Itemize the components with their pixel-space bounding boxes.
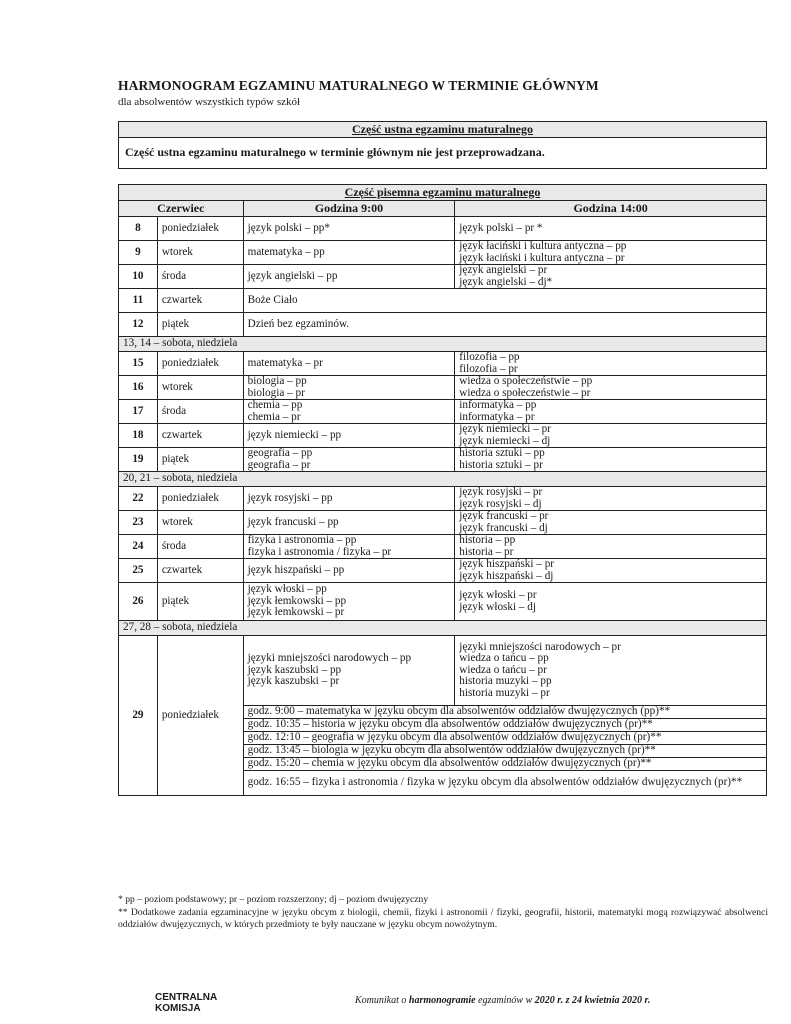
- weekend-row: 27, 28 – sobota, niedziela: [119, 621, 767, 636]
- exam-entry: chemia – pp: [247, 399, 303, 411]
- exam-entry: język rosyjski – pr: [459, 486, 543, 498]
- exam-entry: język polski – pr *: [459, 221, 543, 234]
- exam-entry: fizyka i astronomia – pp: [247, 534, 357, 546]
- morning-exams: [243, 241, 455, 265]
- weekday: piątek: [157, 583, 243, 621]
- communique-prefix: Komunikat o: [355, 995, 409, 1006]
- morning-exams: [243, 511, 455, 535]
- date-number: 16: [119, 376, 158, 400]
- exam-entry: język kaszubski – pr: [247, 675, 340, 688]
- afternoon-exams: [455, 559, 767, 583]
- exam-entry: język łaciński i kultura antyczna – pr: [459, 251, 625, 264]
- weekday: poniedziałek: [157, 487, 243, 511]
- header-9am: Godzina 9:00: [243, 201, 455, 217]
- exam-entry: język niemiecki – pr: [459, 423, 551, 435]
- date-number: 29: [119, 636, 158, 796]
- bilingual-session: godz. 13:45 – biologia w języku obcym dla absolwentów oddziałów dwujęzycznych (pr)**: [243, 745, 766, 758]
- weekday: poniedziałek: [157, 352, 243, 376]
- exam-entry: język hiszpański – dj: [459, 569, 554, 582]
- exam-entry: matematyka – pr: [247, 356, 323, 369]
- weekday: środa: [157, 400, 243, 424]
- exam-entry: język włoski – pr: [459, 589, 537, 601]
- afternoon-exams: [455, 448, 767, 472]
- exam-entry: fizyka i astronomia / fizyka – pr: [247, 545, 392, 558]
- afternoon-exams: [455, 265, 767, 289]
- exam-entry: geografia – pr: [247, 458, 311, 471]
- afternoon-exams: [455, 424, 767, 448]
- weekend-row: 20, 21 – sobota, niedziela: [119, 472, 767, 487]
- weekend-row: 13, 14 – sobota, niedziela: [119, 337, 767, 352]
- morning-exams: [243, 487, 455, 511]
- exam-entry: wiedza o tańcu – pp: [459, 652, 549, 665]
- date-number: 23: [119, 511, 158, 535]
- weekday: wtorek: [157, 241, 243, 265]
- weekday: wtorek: [157, 511, 243, 535]
- exam-entry: język włoski – dj: [459, 600, 537, 613]
- exam-entry: historia sztuki – pr: [459, 458, 543, 471]
- afternoon-exams: [455, 636, 767, 706]
- exam-entry: języki mniejszości narodowych – pp: [247, 652, 412, 665]
- exam-entry: język hiszpański – pp: [247, 563, 345, 576]
- communique-bold: harmonogramie: [408, 995, 476, 1006]
- exam-entry: filozofia – pp: [459, 351, 520, 363]
- written-exam-heading: Część pisemna egzaminu maturalnego: [119, 185, 767, 201]
- morning-exams: [243, 535, 455, 559]
- exam-entry: historia – pp: [459, 534, 516, 546]
- date-number: 11: [119, 289, 158, 313]
- exam-entry: wiedza o społeczeństwie – pp: [459, 375, 593, 387]
- exam-entry: wiedza o społeczeństwie – pr: [459, 386, 591, 399]
- morning-exams: [243, 448, 455, 472]
- date-number: 24: [119, 535, 158, 559]
- exam-entry: język angielski – pr: [459, 264, 548, 276]
- org-line-2: KOMISJA: [155, 1003, 201, 1014]
- page-subtitle: dla absolwentów wszystkich typów szkół: [118, 96, 301, 108]
- exam-entry: język angielski – pp: [247, 269, 338, 282]
- cke-logo-text: [155, 992, 217, 1014]
- weekday: poniedziałek: [157, 636, 243, 796]
- date-number: 15: [119, 352, 158, 376]
- afternoon-exams: [455, 376, 767, 400]
- exam-entry: język hiszpański – pr: [459, 558, 555, 570]
- weekday: środa: [157, 535, 243, 559]
- bilingual-session: godz. 16:55 – fizyka i astronomia / fizyka w języku obcym dla absolwentów oddziałów dwujęzycznych (pr)**: [243, 771, 766, 796]
- date-number: 18: [119, 424, 158, 448]
- morning-exams: [243, 352, 455, 376]
- date-number: 10: [119, 265, 158, 289]
- exam-entry: język francuski – dj: [459, 521, 548, 534]
- afternoon-exams: [455, 400, 767, 424]
- communique-mid: egzaminów w: [475, 995, 535, 1006]
- morning-exams: [243, 559, 455, 583]
- exam-entry: historia muzyki – pp: [459, 675, 552, 688]
- date-number: 8: [119, 217, 158, 241]
- oral-exam-note: Część ustna egzaminu maturalnego w terminie głównym nie jest przeprowadzana.: [119, 138, 767, 169]
- exam-entry: matematyka – pp: [247, 245, 325, 258]
- exam-entry: język niemiecki – dj: [459, 434, 551, 447]
- date-number: 12: [119, 313, 158, 337]
- communique-suffix: z 24 kwietnia 2020 r.: [563, 995, 651, 1006]
- date-number: 26: [119, 583, 158, 621]
- morning-exams: [243, 265, 455, 289]
- weekday: czwartek: [157, 424, 243, 448]
- morning-exams: [243, 636, 455, 706]
- oral-exam-heading: Część ustna egzaminu maturalnego: [119, 122, 767, 138]
- note-cell: [243, 289, 766, 313]
- afternoon-exams: [455, 511, 767, 535]
- exam-entry: chemia – pr: [247, 410, 301, 423]
- exam-entry: języki mniejszości narodowych – pr: [459, 640, 621, 653]
- exam-entry: język niemiecki – pp: [247, 428, 342, 441]
- weekday: środa: [157, 265, 243, 289]
- exam-entry: Boże Ciało: [247, 293, 298, 306]
- weekday: piątek: [157, 313, 243, 337]
- bilingual-session: godz. 10:35 – historia w języku obcym dla absolwentów oddziałów dwujęzycznych (pr)**: [243, 719, 766, 732]
- weekday: wtorek: [157, 376, 243, 400]
- exam-entry: język łemkowski – pp: [247, 594, 347, 607]
- org-line-1: CENTRALNA: [155, 992, 218, 1003]
- exam-entry: biologia – pp: [247, 375, 307, 387]
- date-number: 22: [119, 487, 158, 511]
- exam-entry: język francuski – pp: [247, 515, 339, 528]
- note-cell: [243, 313, 766, 337]
- morning-exams: [243, 400, 455, 424]
- afternoon-exams: [455, 583, 767, 621]
- exam-entry: język francuski – pr: [459, 510, 549, 522]
- afternoon-exams: [455, 352, 767, 376]
- bilingual-session: godz. 9:00 – matematyka w języku obcym dla absolwentów oddziałów dwujęzycznych (pp)**: [243, 706, 766, 719]
- schedule-rows: [119, 217, 767, 796]
- footnote-levels: * pp – poziom podstawowy; pr – poziom rozszerzony; dj – poziom dwujęzyczny: [118, 894, 429, 905]
- exam-entry: język polski – pp*: [247, 221, 330, 234]
- communique-year: 2020 r.: [534, 995, 564, 1006]
- weekday: poniedziałek: [157, 217, 243, 241]
- bilingual-session: godz. 12:10 – geografia w języku obcym dla absolwentów oddziałów dwujęzycznych (pr)**: [243, 732, 766, 745]
- morning-exams: [243, 217, 455, 241]
- bilingual-session: godz. 15:20 – chemia w języku obcym dla absolwentów oddziałów dwujęzycznych (pr)**: [243, 758, 766, 771]
- exam-entry: język włoski – pp: [247, 583, 327, 596]
- exam-entry: język łemkowski – pr: [247, 606, 345, 619]
- afternoon-exams: [455, 217, 767, 241]
- date-number: 17: [119, 400, 158, 424]
- written-exam-table: [118, 184, 767, 796]
- footnote-bilingual: ** Dodatkowe zadania egzaminacyjne w języku obcym z biologii, chemii, fizyki i astronomii / fizyki, geografii, historii, matematyki mogą rozwiązywać absolwenci oddziałów dwujęzycznych, w których przedmioty te były nauczane w języku obcym nowożytnym.: [118, 907, 768, 930]
- exam-entry: język kaszubski – pp: [247, 663, 342, 676]
- exam-entry: język łaciński i kultura antyczna – pp: [459, 240, 627, 252]
- exam-entry: historia sztuki – pp: [459, 447, 545, 459]
- exam-entry: informatyka – pr: [459, 410, 535, 423]
- morning-exams: [243, 583, 455, 621]
- date-number: 9: [119, 241, 158, 265]
- afternoon-exams: [455, 241, 767, 265]
- header-2pm: Godzina 14:00: [455, 201, 767, 217]
- exam-entry: język angielski – dj*: [459, 275, 553, 288]
- morning-exams: [243, 424, 455, 448]
- weekday: czwartek: [157, 289, 243, 313]
- exam-entry: informatyka – pp: [459, 399, 537, 411]
- weekday: piątek: [157, 448, 243, 472]
- date-number: 25: [119, 559, 158, 583]
- exam-entry: biologia – pr: [247, 386, 305, 399]
- exam-entry: historia muzyki – pr: [459, 686, 550, 699]
- footer-communique: [355, 995, 650, 1006]
- exam-entry: język rosyjski – dj: [459, 497, 542, 510]
- exam-entry: geografia – pp: [247, 447, 313, 459]
- exam-entry: Dzień bez egzaminów.: [247, 317, 350, 330]
- afternoon-exams: [455, 535, 767, 559]
- month-header: Czerwiec: [119, 201, 244, 217]
- afternoon-exams: [455, 487, 767, 511]
- weekday: czwartek: [157, 559, 243, 583]
- page-title: HARMONOGRAM EGZAMINU MATURALNEGO W TERMINIE GŁÓWNYM: [118, 78, 599, 93]
- exam-entry: język rosyjski – pp: [247, 491, 333, 504]
- exam-entry: historia – pr: [459, 545, 514, 558]
- date-number: 19: [119, 448, 158, 472]
- exam-entry: wiedza o tańcu – pr: [459, 663, 547, 676]
- oral-exam-table: [118, 121, 767, 169]
- exam-entry: filozofia – pr: [459, 362, 518, 375]
- morning-exams: [243, 376, 455, 400]
